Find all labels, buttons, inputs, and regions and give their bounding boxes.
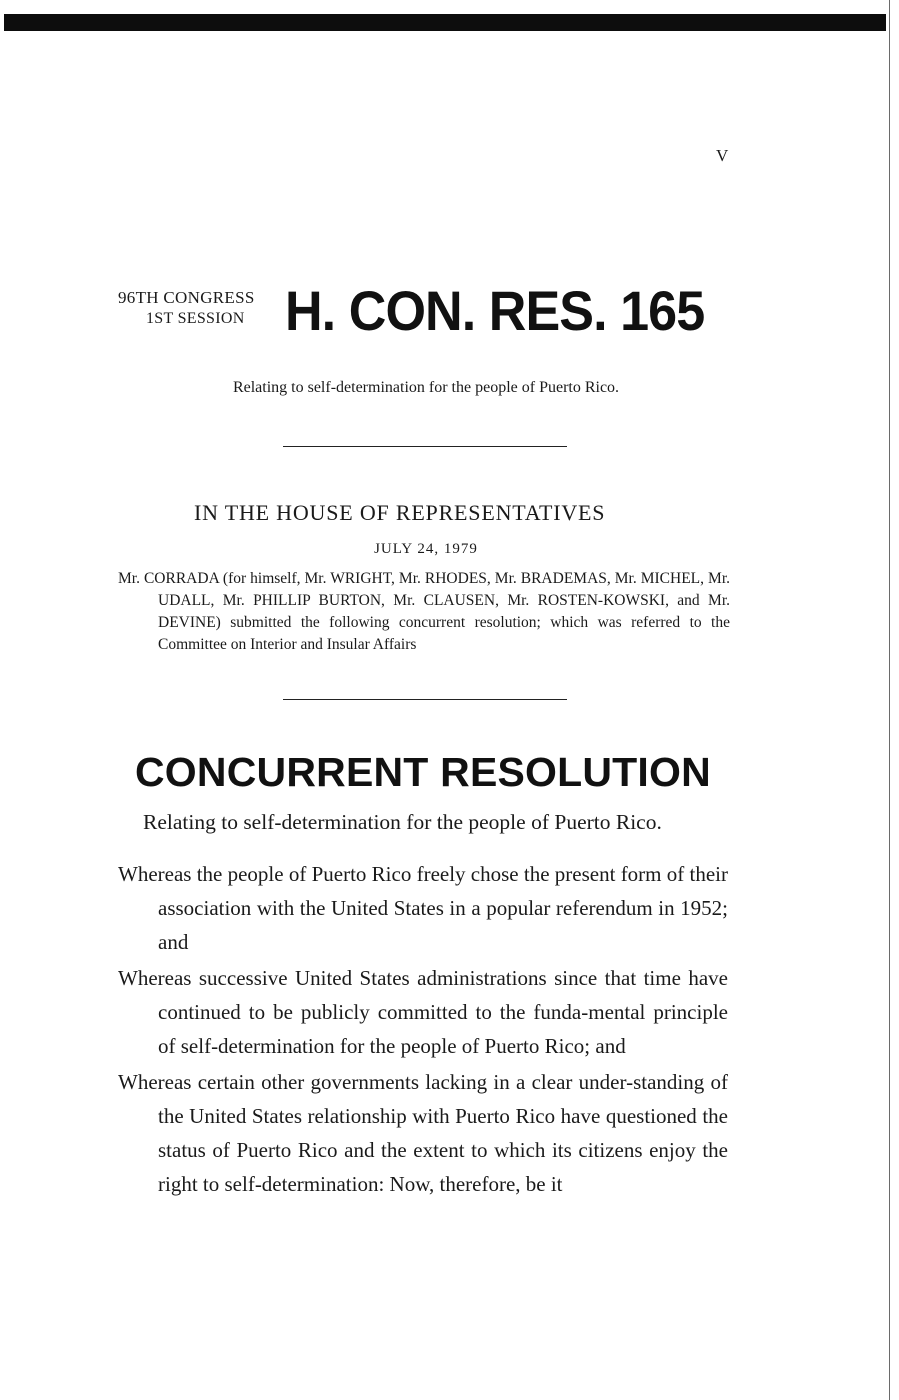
sponsor-paragraph: Mr. CORRADA (for himself, Mr. WRIGHT, Mr. RHODES, Mr. BRADEMAS, Mr. MICHEL, Mr. UDALL, Mr. PHILLIP BURTON, Mr. CLAUSEN, Mr. ROSTEN-KOWSKI, and Mr. DEVINE) submitted the following concurrent resolution; which was referred to the Committee on Interior and Insular Affairs: [118, 570, 730, 653]
scan-top-bar: [4, 14, 886, 31]
congress-session-block: [118, 287, 278, 329]
chamber-heading: IN THE HOUSE OF REPRESENTATIVES: [194, 500, 606, 525]
divider-rule: [283, 446, 567, 447]
action-date: JULY 24, 1979: [374, 541, 478, 557]
whereas-clauses: [118, 857, 728, 1201]
page-edge-line: [889, 0, 890, 1400]
congress-label: 96TH CONGRESS: [118, 288, 255, 307]
whereas-clause: Whereas the people of Puerto Rico freely chose the present form of their association with the United States in a popular referendum in 1952; and: [118, 862, 728, 954]
document-type-heading: CONCURRENT RESOLUTION: [135, 749, 711, 795]
version-mark: V: [716, 146, 729, 165]
whereas-clause: Whereas successive United States administrations since that time have continued to be publicly committed to the funda-mental principle of self-determination for the people of Puerto Rico; and: [118, 966, 728, 1058]
bill-number: H. CON. RES. 165: [285, 279, 705, 342]
divider-rule: [283, 699, 567, 700]
official-title: Relating to self-determination for the people of Puerto Rico.: [143, 810, 662, 834]
short-title: Relating to self-determination for the people of Puerto Rico.: [232, 379, 620, 396]
session-label: 1ST SESSION: [146, 310, 245, 327]
whereas-clause: Whereas certain other governments lacking in a clear under-standing of the United States relationship with Puerto Rico have questioned the status of Puerto Rico and the extent to which its citizens enjoy the right to self-determination: Now, therefore, be it: [118, 1070, 728, 1196]
